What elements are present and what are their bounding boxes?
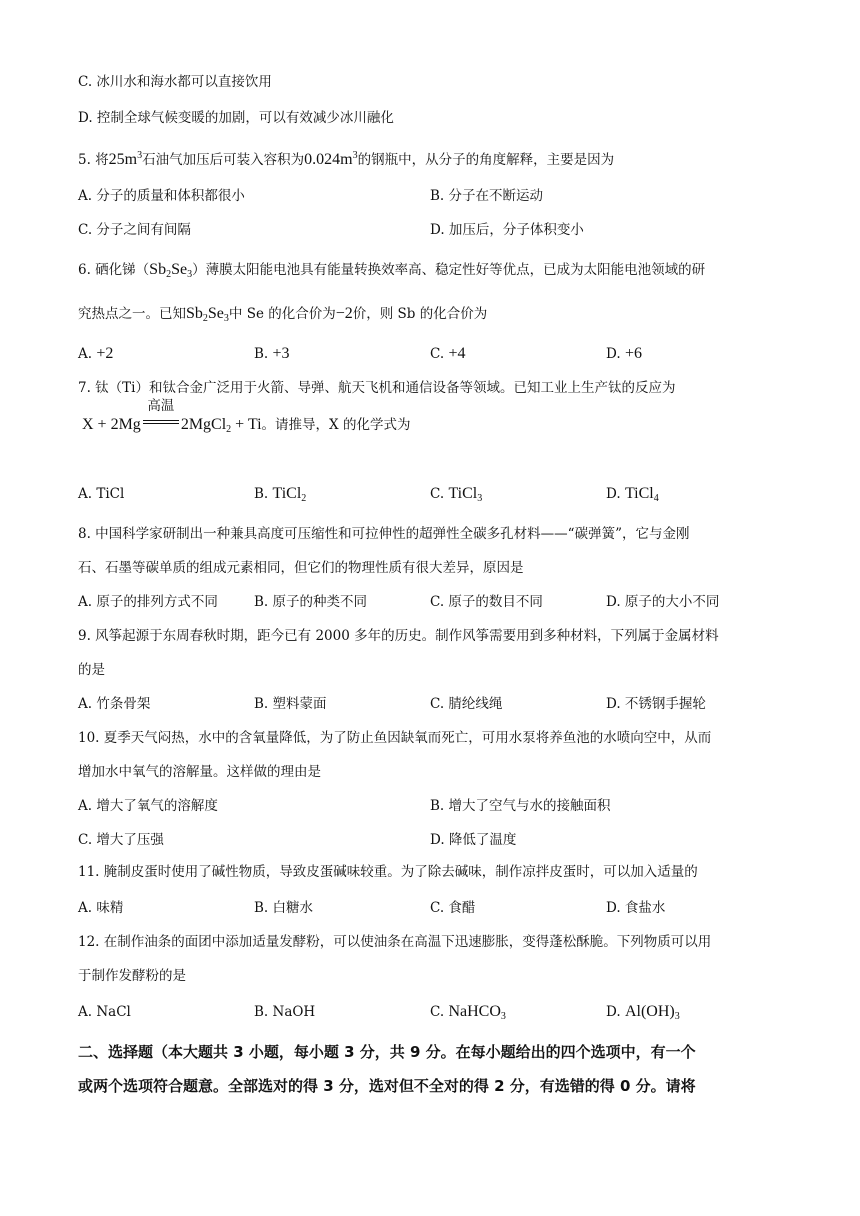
q10-stem-line2: 增加水中氧气的溶解量。这样做的理由是 xyxy=(78,764,321,780)
q7-option-a: A. TiCl xyxy=(78,486,125,502)
q12-stem-line1: 12. 在制作油条的面团中添加适量发酵粉，可以使油条在高温下迅速膨胀，变得蓬松酥脆。下列物质可以用 xyxy=(78,934,712,950)
q9-option-a: A. 竹条骨架 xyxy=(78,696,151,712)
q8-option-d: D. 原子的大小不同 xyxy=(606,594,720,610)
reaction-condition: 高温 xyxy=(143,414,179,434)
q10-option-c: C. 增大了压强 xyxy=(78,832,164,848)
q6-option-b: B. +3 xyxy=(254,345,290,362)
q12-option-b: B. NaOH xyxy=(254,1004,316,1020)
q8-option-b: B. 原子的种类不同 xyxy=(254,594,368,610)
q9-option-d: D. 不锈钢手握轮 xyxy=(606,696,706,712)
q5-option-a: A. 分子的质量和体积都很小 xyxy=(78,188,245,204)
q7-option-b: B. TiCl$_2$ xyxy=(254,485,307,504)
q7-option-c: C. TiCl$_3$ xyxy=(430,485,483,504)
q6-option-d: D. +6 xyxy=(606,345,642,362)
q5-option-b: B. 分子在不断运动 xyxy=(430,188,544,204)
q10-stem-line1: 10. 夏季天气闷热，水中的含氧量降低，为了防止鱼因缺氧而死亡，可用水泵将养鱼池的水喷向空中，从而 xyxy=(78,730,712,746)
q6-stem-line1: 6. 硒化锑$(Sb_2Se_3)$薄膜太阳能电池具有能量转换效率高、稳定性好等优点，已成为太阳能电池领域的研 xyxy=(78,261,706,280)
q8-stem-line2: 石、石墨等碳单质的组成元素相同，但它们的物理性质有很大差异，原因是 xyxy=(78,560,524,576)
q11-option-a: A. 味精 xyxy=(78,900,124,916)
q5-stem: 5. 将$25m^3$石油气加压后可装入容积为$0.024m^3$的钢瓶中，从分子的角度解释，主要是因为 xyxy=(78,150,615,168)
q5-option-c: C. 分子之间有间隔 xyxy=(78,222,191,238)
q9-stem-line2: 的是 xyxy=(78,662,105,678)
q8-option-c: C. 原子的数目不同 xyxy=(430,594,543,610)
q10-option-b: B. 增大了空气与水的接触面积 xyxy=(430,798,611,814)
q8-stem-line1: 8. 中国科学家研制出一种兼具高度可压缩性和可拉伸性的超弹性全碳多孔材料——“碳弹簧”，它与金刚 xyxy=(78,526,690,542)
q4-option-d: D. 控制全球气候变暖的加剧，可以有效减少冰川融化 xyxy=(78,110,394,126)
q12-option-d: D. $Al(OH)_3$ xyxy=(606,1003,680,1022)
q11-option-b: B. 白糖水 xyxy=(254,900,314,916)
q5-option-d: D. 加压后，分子体积变小 xyxy=(430,222,584,238)
q10-option-d: D. 降低了温度 xyxy=(430,832,517,848)
q6-option-c: C. +4 xyxy=(430,345,466,362)
q12-option-a: A. NaCl xyxy=(78,1004,131,1020)
q4-option-c: C. 冰川水和海水都可以直接饮用 xyxy=(78,74,272,90)
q12-stem-line2: 于制作发酵粉的是 xyxy=(78,968,186,984)
q12-option-c: C. NaHCO$_3$ xyxy=(430,1003,506,1022)
q11-option-c: C. 食醋 xyxy=(430,900,476,916)
q9-stem-line1: 9. 风筝起源于东周春秋时期，距今已有 2000 多年的历史。制作风筝需要用到多种材料，下列属于金属材料 xyxy=(78,628,719,644)
q10-option-a: A. 增大了氧气的溶解度 xyxy=(78,798,218,814)
q7-equation: X + 2Mg 高温 2MgCl$_2$ + Ti。请推导，X 的化学式为 xyxy=(82,398,411,435)
q6-stem-line2: 究热点之一。已知$Sb_2Se_3$中 Se 的化合价为−2价，则 Sb 的化合价为 xyxy=(78,305,488,324)
q6-option-a: A. +2 xyxy=(78,345,114,362)
q9-option-c: C. 腈纶线绳 xyxy=(430,696,503,712)
q7-stem: 7. 钛（Ti）和钛合金广泛用于火箭、导弹、航天飞机和通信设备等领域。已知工业上生产钛的反应为 xyxy=(78,380,676,396)
q7-option-d: D. TiCl$_4$ xyxy=(606,485,659,504)
q11-stem: 11. 腌制皮蛋时使用了碱性物质，导致皮蛋碱味较重。为了除去碱味，制作凉拌皮蛋时，可以加入适量的 xyxy=(78,864,698,880)
q9-option-b: B. 塑料蒙面 xyxy=(254,696,327,712)
q11-option-d: D. 食盐水 xyxy=(606,900,666,916)
section2-heading-line1: 二、选择题（本大题共 3 小题，每小题 3 分，共 9 分。在每小题给出的四个选项中，有一个 xyxy=(78,1043,696,1061)
section2-heading-line2: 或两个选项符合题意。全部选对的得 3 分，选对但不全对的得 2 分，有选错的得 0 分。请将 xyxy=(78,1077,696,1095)
q8-option-a: A. 原子的排列方式不同 xyxy=(78,594,218,610)
